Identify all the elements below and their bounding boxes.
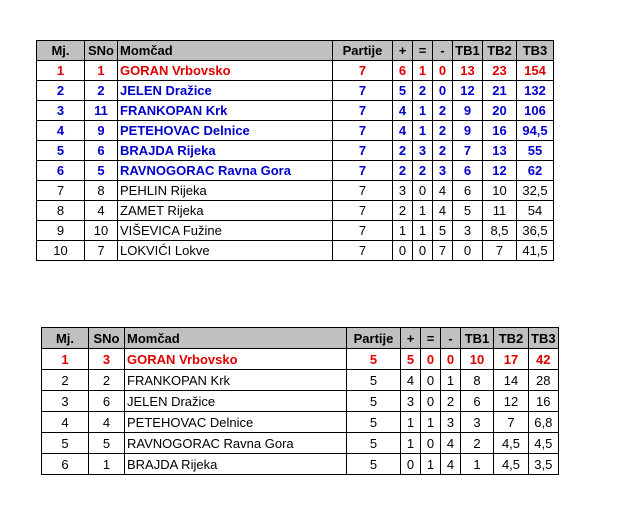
cell-draws: 2 [413,81,433,101]
cell-rank: 6 [37,161,85,181]
cell-games: 7 [333,141,393,161]
cell-wins: 6 [393,61,413,81]
cell-rank: 5 [42,433,89,454]
cell-rank: 10 [37,241,85,261]
column-header-rank: Mj. [42,328,89,349]
column-header-team: Momčad [118,41,333,61]
cell-tb2: 8,5 [483,221,517,241]
cell-wins: 3 [393,181,413,201]
cell-wins: 4 [393,101,413,121]
cell-rank: 3 [37,101,85,121]
cell-team: GORAN Vrbovsko [125,349,347,370]
cell-tb1: 12 [453,81,483,101]
cell-tb2: 11 [483,201,517,221]
cell-start-number: 1 [89,454,125,475]
cell-tb2: 17 [494,349,529,370]
cell-losses: 4 [441,454,461,475]
cell-tb2: 12 [494,391,529,412]
table-row [42,349,559,370]
cell-rank: 1 [42,349,89,370]
cell-wins: 5 [393,81,413,101]
cell-tb2: 7 [483,241,517,261]
cell-tb2: 14 [494,370,529,391]
cell-wins: 1 [401,412,421,433]
cell-tb1: 8 [461,370,494,391]
cell-tb2: 13 [483,141,517,161]
column-header-tb2: TB2 [494,328,529,349]
cell-wins: 4 [401,370,421,391]
cell-team: VIŠEVICA Fužine [118,221,333,241]
column-header-losses: - [441,328,461,349]
cell-tb1: 6 [453,181,483,201]
cell-tb3: 16 [529,391,559,412]
standings-table-2 [41,327,559,475]
cell-tb1: 3 [461,412,494,433]
cell-start-number: 4 [85,201,118,221]
table-row [42,370,559,391]
table-row [42,391,559,412]
cell-start-number: 1 [85,61,118,81]
cell-losses: 1 [441,370,461,391]
cell-losses: 2 [433,141,453,161]
cell-losses: 0 [433,81,453,101]
column-header-tb3: TB3 [529,328,559,349]
cell-tb3: 132 [517,81,554,101]
cell-games: 5 [347,349,401,370]
cell-start-number: 6 [85,141,118,161]
cell-losses: 2 [433,121,453,141]
cell-losses: 4 [441,433,461,454]
cell-draws: 0 [421,391,441,412]
table-row [37,201,554,221]
cell-tb2: 23 [483,61,517,81]
cell-tb2: 21 [483,81,517,101]
cell-tb3: 54 [517,201,554,221]
cell-tb3: 4,5 [529,433,559,454]
cell-tb1: 1 [461,454,494,475]
cell-tb3: 32,5 [517,181,554,201]
cell-wins: 2 [393,141,413,161]
cell-rank: 2 [37,81,85,101]
cell-tb3: 28 [529,370,559,391]
header-row [42,328,559,349]
cell-draws: 0 [421,433,441,454]
cell-start-number: 9 [85,121,118,141]
cell-tb2: 20 [483,101,517,121]
cell-tb2: 12 [483,161,517,181]
cell-games: 7 [333,241,393,261]
cell-tb1: 5 [453,201,483,221]
cell-tb3: 154 [517,61,554,81]
cell-wins: 5 [401,349,421,370]
cell-rank: 3 [42,391,89,412]
cell-team: FRANKOPAN Krk [125,370,347,391]
column-header-tb1: TB1 [453,41,483,61]
cell-losses: 0 [433,61,453,81]
cell-draws: 1 [413,101,433,121]
cell-tb3: 41,5 [517,241,554,261]
cell-team: PETEHOVAC Delnice [118,121,333,141]
cell-losses: 3 [441,412,461,433]
cell-draws: 1 [421,412,441,433]
cell-games: 5 [347,370,401,391]
cell-rank: 5 [37,141,85,161]
column-header-start-number: SNo [89,328,125,349]
cell-rank: 4 [42,412,89,433]
table-row [37,221,554,241]
column-header-team: Momčad [125,328,347,349]
cell-games: 7 [333,81,393,101]
cell-draws: 1 [413,61,433,81]
cell-draws: 0 [413,181,433,201]
cell-rank: 6 [42,454,89,475]
cell-start-number: 7 [85,241,118,261]
cell-tb1: 6 [461,391,494,412]
cell-games: 7 [333,201,393,221]
cell-team: GORAN Vrbovsko [118,61,333,81]
cell-wins: 0 [401,454,421,475]
column-header-tb3: TB3 [517,41,554,61]
cell-tb1: 9 [453,121,483,141]
cell-draws: 0 [413,241,433,261]
cell-start-number: 8 [85,181,118,201]
cell-tb1: 13 [453,61,483,81]
cell-tb3: 36,5 [517,221,554,241]
table-row [37,141,554,161]
cell-wins: 3 [401,391,421,412]
cell-games: 5 [347,454,401,475]
table-row [37,101,554,121]
cell-losses: 3 [433,161,453,181]
column-header-draws: = [413,41,433,61]
cell-rank: 9 [37,221,85,241]
cell-start-number: 11 [85,101,118,121]
standings-table-1 [36,40,554,261]
cell-tb2: 4,5 [494,433,529,454]
column-header-games: Partije [333,41,393,61]
cell-games: 7 [333,121,393,141]
cell-start-number: 2 [85,81,118,101]
cell-team: BRAJDA Rijeka [118,141,333,161]
cell-tb3: 6,8 [529,412,559,433]
cell-losses: 2 [433,101,453,121]
table-body [42,349,559,475]
cell-team: FRANKOPAN Krk [118,101,333,121]
cell-rank: 4 [37,121,85,141]
cell-draws: 0 [421,349,441,370]
cell-tb3: 94,5 [517,121,554,141]
table-row [37,81,554,101]
cell-draws: 3 [413,141,433,161]
column-header-wins: + [393,41,413,61]
cell-tb3: 42 [529,349,559,370]
cell-tb3: 106 [517,101,554,121]
cell-tb2: 7 [494,412,529,433]
cell-games: 7 [333,181,393,201]
table-body [37,61,554,261]
cell-team: ZAMET Rijeka [118,201,333,221]
cell-draws: 2 [413,161,433,181]
cell-games: 5 [347,412,401,433]
cell-games: 7 [333,221,393,241]
cell-team: JELEN Dražice [125,391,347,412]
cell-losses: 5 [433,221,453,241]
cell-games: 5 [347,433,401,454]
cell-tb2: 10 [483,181,517,201]
cell-tb3: 3,5 [529,454,559,475]
column-header-losses: - [433,41,453,61]
cell-draws: 1 [413,201,433,221]
cell-wins: 2 [393,161,413,181]
cell-draws: 1 [413,221,433,241]
cell-tb1: 7 [453,141,483,161]
column-header-wins: + [401,328,421,349]
cell-wins: 1 [401,433,421,454]
cell-rank: 2 [42,370,89,391]
cell-tb3: 62 [517,161,554,181]
cell-wins: 4 [393,121,413,141]
table-row [42,412,559,433]
cell-rank: 8 [37,201,85,221]
cell-losses: 0 [441,349,461,370]
table-row [42,433,559,454]
cell-games: 7 [333,101,393,121]
cell-team: PETEHOVAC Delnice [125,412,347,433]
cell-draws: 0 [421,370,441,391]
column-header-start-number: SNo [85,41,118,61]
cell-tb2: 4,5 [494,454,529,475]
column-header-draws: = [421,328,441,349]
cell-start-number: 10 [85,221,118,241]
cell-draws: 1 [413,121,433,141]
cell-tb1: 10 [461,349,494,370]
cell-losses: 4 [433,181,453,201]
cell-tb1: 9 [453,101,483,121]
cell-wins: 1 [393,221,413,241]
cell-wins: 2 [393,201,413,221]
cell-team: RAVNOGORAC Ravna Gora [125,433,347,454]
header-row [37,41,554,61]
column-header-tb2: TB2 [483,41,517,61]
cell-rank: 1 [37,61,85,81]
table-row [37,241,554,261]
cell-start-number: 6 [89,391,125,412]
cell-games: 7 [333,161,393,181]
table-row [42,454,559,475]
cell-start-number: 3 [89,349,125,370]
cell-rank: 7 [37,181,85,201]
cell-losses: 4 [433,201,453,221]
cell-tb1: 3 [453,221,483,241]
cell-wins: 0 [393,241,413,261]
cell-team: LOKVIĆI Lokve [118,241,333,261]
cell-start-number: 5 [85,161,118,181]
column-header-tb1: TB1 [461,328,494,349]
cell-start-number: 4 [89,412,125,433]
cell-tb2: 16 [483,121,517,141]
table-row [37,161,554,181]
cell-team: JELEN Dražice [118,81,333,101]
cell-games: 7 [333,61,393,81]
cell-tb1: 6 [453,161,483,181]
cell-losses: 7 [433,241,453,261]
cell-team: BRAJDA Rijeka [125,454,347,475]
cell-start-number: 2 [89,370,125,391]
cell-games: 5 [347,391,401,412]
column-header-rank: Mj. [37,41,85,61]
cell-tb1: 0 [453,241,483,261]
cell-losses: 2 [441,391,461,412]
table-row [37,61,554,81]
column-header-games: Partije [347,328,401,349]
cell-tb3: 55 [517,141,554,161]
cell-team: RAVNOGORAC Ravna Gora [118,161,333,181]
cell-draws: 1 [421,454,441,475]
cell-team: PEHLIN Rijeka [118,181,333,201]
table-row [37,121,554,141]
cell-tb1: 2 [461,433,494,454]
table-row [37,181,554,201]
cell-start-number: 5 [89,433,125,454]
